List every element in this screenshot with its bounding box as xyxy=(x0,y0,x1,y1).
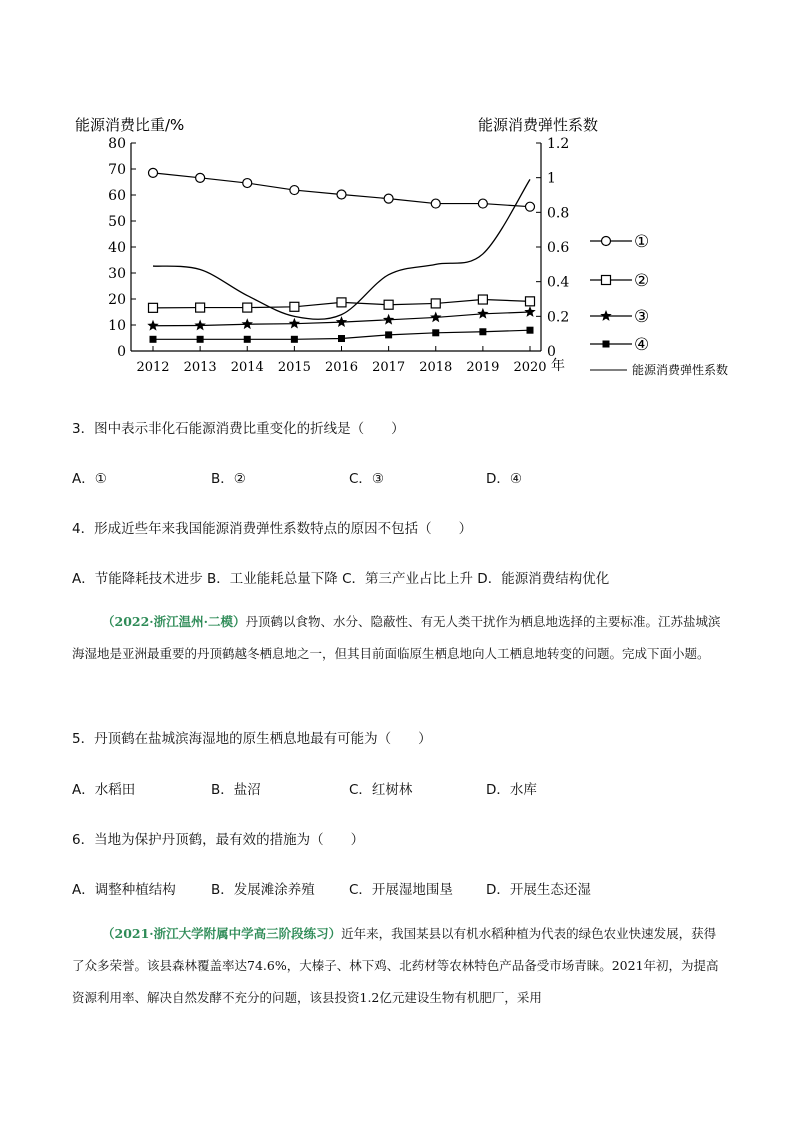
legend-label: ① xyxy=(634,232,650,252)
left-tick-label: 70 xyxy=(108,162,126,178)
question-6: 6．当地为保护丹顶鹤，最有效的措施为（ ） xyxy=(72,832,365,848)
series-2 xyxy=(149,295,535,312)
point xyxy=(149,303,158,312)
q5-option-a[interactable]: A．水稻田 xyxy=(72,782,136,798)
point xyxy=(477,308,488,319)
series-1 xyxy=(149,168,535,211)
point xyxy=(196,303,205,312)
q6-option-b[interactable]: B．发展滩涂养殖 xyxy=(211,882,315,898)
x-tick-label: 2012 xyxy=(136,360,170,375)
point xyxy=(290,302,299,311)
point xyxy=(602,276,611,285)
passage-2-text: 近年来，我国某县以有机水稻种植为代表的绿色农业快速发展，获得了众多荣誉。该县森林覆盖率达74.6%，大榛子、林下鸡、北药材等农林特色产品备受市场青睐。2021年初，为提高资源利用率、解决自然发酵不充分的问题，该县投资1.2亿元建设生物有机肥厂，采用 xyxy=(72,926,719,1005)
right-tick-label: 0 xyxy=(547,344,556,360)
q6-option-d[interactable]: D．开展生态还湿 xyxy=(486,882,591,898)
q6-option-c[interactable]: C．开展湿地围垦 xyxy=(349,882,453,898)
point xyxy=(194,320,205,331)
passage-1-text: 丹顶鹤以食物、水分、隐蔽性、有无人类干扰作为栖息地选择的主要标准。江苏盐城滨海湿地是亚洲最重要的丹顶鹤越冬栖息地之一，但其目前面临原生栖息地向人工栖息地转变的问题。完成下面小题。 xyxy=(72,614,721,661)
point xyxy=(478,295,487,304)
point xyxy=(432,329,439,336)
point xyxy=(383,314,394,325)
point xyxy=(196,173,205,182)
left-tick-label: 40 xyxy=(108,240,126,256)
passage-1 xyxy=(72,606,722,670)
x-tick-label: 2013 xyxy=(183,360,217,375)
passage-2 xyxy=(72,918,722,1014)
point xyxy=(527,327,534,334)
x-tick-label: 2020 xyxy=(513,360,547,375)
point xyxy=(149,168,158,177)
point xyxy=(291,336,298,343)
passage-1-source: （2022·浙江温州·二模） xyxy=(102,614,246,629)
point xyxy=(150,336,157,343)
left-tick-label: 10 xyxy=(108,318,126,334)
x-unit-label: 年 xyxy=(551,358,565,374)
point xyxy=(243,179,252,188)
point xyxy=(384,300,393,309)
point xyxy=(197,336,204,343)
passage-2-source: （2021·浙江大学附属中学高三阶段练习） xyxy=(102,926,342,941)
point xyxy=(147,320,158,331)
legend-label: ④ xyxy=(634,335,650,355)
point xyxy=(336,316,347,327)
chart-series xyxy=(147,168,535,342)
q3-option-b[interactable]: B．② xyxy=(211,471,246,487)
point xyxy=(603,341,610,348)
q5-option-d[interactable]: D．水库 xyxy=(486,782,537,798)
left-tick-label: 80 xyxy=(108,136,126,152)
right-tick-label: 1 xyxy=(547,170,556,187)
left-tick-label: 60 xyxy=(108,188,126,204)
right-tick-label: 0.2 xyxy=(547,309,570,326)
legend-elasticity-label: 能源消费弹性系数 xyxy=(632,363,729,377)
legend-label: ② xyxy=(634,271,650,291)
q5-option-c[interactable]: C．红树林 xyxy=(349,782,413,798)
x-tick-label: 2016 xyxy=(324,360,359,375)
point xyxy=(478,199,487,208)
point xyxy=(431,299,440,308)
x-tick-label: 2017 xyxy=(372,360,406,375)
q6-option-a[interactable]: A．调整种植结构 xyxy=(72,882,176,898)
x-tick-label: 2015 xyxy=(277,360,311,375)
point xyxy=(289,318,300,329)
point xyxy=(385,331,392,338)
point xyxy=(337,190,346,199)
right-tick-label: 0.8 xyxy=(547,205,570,222)
x-tick-label: 2018 xyxy=(419,360,453,375)
point xyxy=(242,318,253,329)
question-3: 3．图中表示非化石能源消费比重变化的折线是（ ） xyxy=(72,421,405,437)
q5-option-b[interactable]: B．盐沼 xyxy=(211,782,261,798)
series-3 xyxy=(147,306,535,331)
point xyxy=(384,194,393,203)
series-4 xyxy=(150,327,534,343)
q4-options[interactable]: A．节能降耗技术进步 B．工业能耗总量下降 C．第三产业占比上升 D．能源消费结构优化 xyxy=(72,571,610,587)
point xyxy=(430,311,441,322)
q3-option-c[interactable]: C．③ xyxy=(349,471,385,487)
right-tick-label: 1.2 xyxy=(547,136,570,152)
point xyxy=(338,335,345,342)
q3-option-d[interactable]: D．④ xyxy=(486,471,522,487)
right-axis-title: 能源消费弹性系数 xyxy=(478,116,599,134)
point xyxy=(337,298,346,307)
legend-label: ③ xyxy=(634,307,650,327)
question-4: 4．形成近些年来我国能源消费弹性系数特点的原因不包括（ ） xyxy=(72,521,473,537)
point xyxy=(431,199,440,208)
point xyxy=(290,186,299,195)
point xyxy=(479,328,486,335)
point xyxy=(524,306,535,317)
point xyxy=(244,336,251,343)
x-tick-label: 2019 xyxy=(466,360,500,375)
chart-legend xyxy=(590,232,728,377)
energy-chart xyxy=(0,0,794,400)
left-tick-label: 20 xyxy=(108,292,126,308)
point xyxy=(526,202,535,211)
question-5: 5．丹顶鹤在盐城滨海湿地的原生栖息地最有可能为（ ） xyxy=(72,731,432,747)
q3-option-a[interactable]: A．① xyxy=(72,471,107,487)
x-tick-label: 2014 xyxy=(230,360,264,375)
left-tick-label: 30 xyxy=(108,266,126,282)
point xyxy=(243,303,252,312)
point xyxy=(602,237,611,246)
left-tick-label: 50 xyxy=(108,214,126,230)
point xyxy=(600,310,611,321)
right-tick-label: 0.6 xyxy=(547,240,570,256)
point xyxy=(526,297,535,306)
left-axis-title: 能源消费比重/% xyxy=(75,116,185,134)
left-tick-label: 0 xyxy=(117,344,126,360)
right-tick-label: 0.4 xyxy=(547,274,570,291)
